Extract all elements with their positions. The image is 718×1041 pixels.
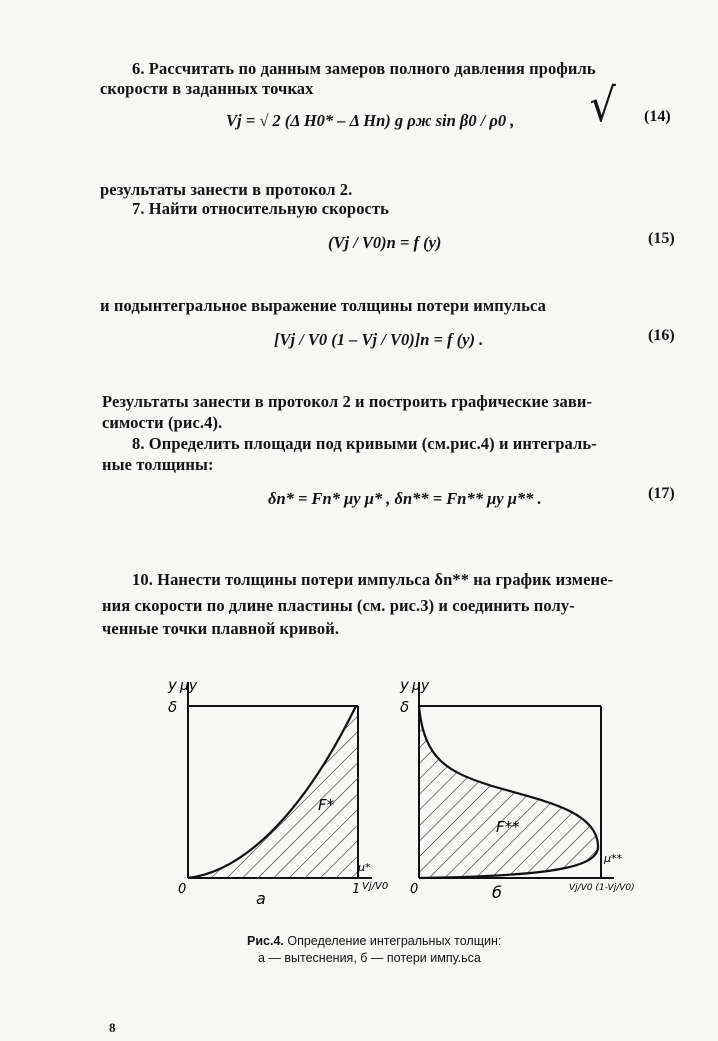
right-x-axis-label: Vj/V0 (1-Vj/V0) (569, 883, 635, 893)
area-f-double-star (419, 706, 598, 878)
check-mark-icon: √ (589, 78, 616, 132)
left-x-end-label: 1 (352, 882, 361, 897)
left-mu-star-label: μ* (358, 861, 371, 874)
right-area-label: F** (496, 818, 520, 836)
paragraph-10-line-3: ченные точки плавной кривой. (102, 619, 340, 638)
right-delta-label: δ (400, 698, 410, 716)
left-mu-label: μy (180, 678, 198, 694)
figure-4a (167, 676, 388, 908)
paragraph-7: 7. Найти относительную скорость (132, 199, 389, 218)
paragraph-6-line-2: скорости в заданных точках (100, 79, 314, 98)
figure-caption-line-2: а — вытеснения, б — потери импу.ьса (258, 951, 481, 965)
left-delta-label: δ (168, 698, 178, 716)
right-subfig-label: б (492, 883, 502, 902)
formula-15: (Vj / V0)n = f (y) (328, 233, 442, 252)
page-number: 8 (109, 1020, 116, 1035)
formula-14: Vj = √ 2 (Δ H0* – Δ Hn) g ρж sin β0 / ρ0 , (226, 111, 515, 130)
paragraph-8-line-2: ные толщины: (102, 455, 214, 474)
figure-caption-line-1 (247, 934, 501, 948)
left-x-axis-label: Vj/V0 (362, 881, 389, 892)
formula-16-number: (16) (648, 327, 675, 344)
left-subfig-label: a (256, 889, 266, 908)
formula-17-number: (17) (648, 485, 675, 502)
right-origin-label: 0 (410, 882, 419, 897)
figure-caption-prefix: Рис.4. (247, 934, 284, 948)
right-y-label: y (400, 676, 409, 694)
area-f-star (188, 706, 358, 878)
formula-14-number: (14) (644, 108, 671, 125)
figure-4b (399, 676, 635, 902)
result-line-2-line-1: Результаты занести в протокол 2 и построить графические зави- (102, 392, 593, 411)
formula-17: δn* = Fn* μy μ* , δn** = Fn** μy μ** . (268, 489, 542, 508)
left-origin-label: 0 (178, 882, 187, 897)
left-area-label: F* (318, 796, 335, 814)
formula-15-number: (15) (648, 230, 675, 247)
left-y-label: y (168, 676, 177, 694)
paragraph-8-line-1: 8. Определить площади под кривыми (см.рис.4) и интеграль- (132, 434, 597, 453)
paragraph-6-line-1: 6. Рассчитать по данным замеров полного давления профиль (132, 59, 596, 78)
integrand-line: и подынтегральное выражение толщины потери импульса (100, 296, 546, 315)
formula-16: [Vj / V0 (1 – Vj / V0)]n = f (y) . (274, 330, 484, 349)
right-mu-label: μy (412, 678, 430, 694)
result-line-2-line-2: симости (рис.4). (102, 413, 223, 432)
paragraph-10-line-2: ния скорости по длине пластины (см. рис.3) и соединить полу- (102, 596, 575, 615)
paragraph-10-line-1: 10. Нанести толщины потери импульса δn** на график измене- (132, 570, 614, 589)
result-line-1: результаты занести в протокол 2. (100, 180, 353, 199)
right-mu-star-label: μ** (604, 852, 622, 865)
figure-caption-text: Определение интегральных толщин: (287, 934, 502, 948)
